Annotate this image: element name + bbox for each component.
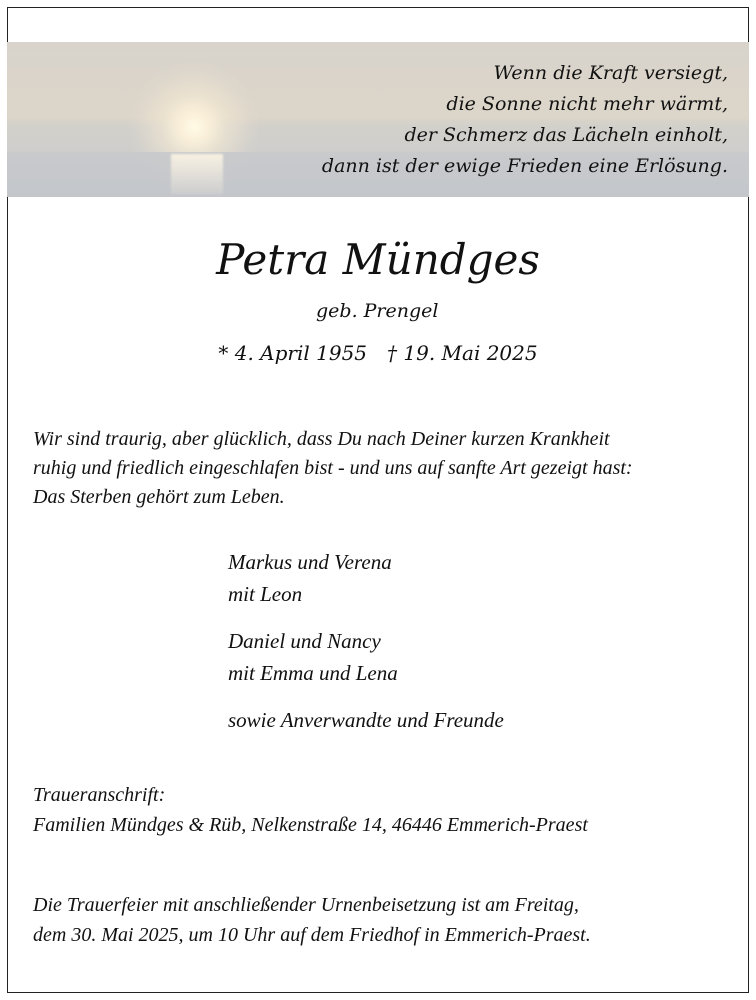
message-line-3: Das Sterben gehört zum Leben. (33, 486, 285, 508)
family-line: sowie Anverwandte und Freunde (228, 708, 504, 732)
family-line: Markus und Verena (228, 550, 392, 574)
family-list (228, 546, 728, 751)
quote-line-3: der Schmerz das Lächeln einholt, (404, 124, 728, 146)
mourning-address (33, 780, 733, 840)
header-quote (228, 58, 728, 182)
sun-reflection (171, 154, 223, 194)
family-line: mit Emma und Lena (228, 661, 398, 685)
message-line-2: ruhig und friedlich eingeschlafen bist - und uns auf sanfte Art gezeigt hast: (33, 457, 633, 479)
family-group-3 (228, 704, 728, 736)
family-group-1 (228, 546, 728, 610)
family-group-2 (228, 625, 728, 689)
quote-line-4: dann ist der ewige Frieden eine Erlösung. (321, 155, 728, 177)
family-line: mit Leon (228, 582, 303, 606)
life-dates (0, 340, 756, 366)
death-date: † 19. Mai 2025 (387, 341, 538, 365)
condolence-message (33, 425, 733, 512)
service-line-2: dem 30. Mai 2025, um 10 Uhr auf dem Friedhof in Emmerich-Praest. (33, 924, 591, 946)
message-line-1: Wir sind traurig, aber glücklich, dass Du nach Deiner kurzen Krankheit (33, 428, 610, 450)
birth-date: * 4. April 1955 (218, 341, 368, 365)
funeral-service-info (33, 890, 733, 950)
birth-name: geb. Prengel (316, 300, 439, 322)
quote-line-1: Wenn die Kraft versiegt, (493, 62, 728, 84)
address-label: Traueranschrift: (33, 784, 166, 806)
address-text: Familien Mündges & Rüb, Nelkenstraße 14, 46446 Emmerich-Praest (33, 814, 588, 836)
quote-line-2: die Sonne nicht mehr wärmt, (446, 93, 728, 115)
family-line: Daniel und Nancy (228, 629, 381, 653)
service-line-1: Die Trauerfeier mit anschließender Urnenbeisetzung ist am Freitag, (33, 894, 579, 916)
deceased-name: Petra Mündges (216, 235, 540, 284)
